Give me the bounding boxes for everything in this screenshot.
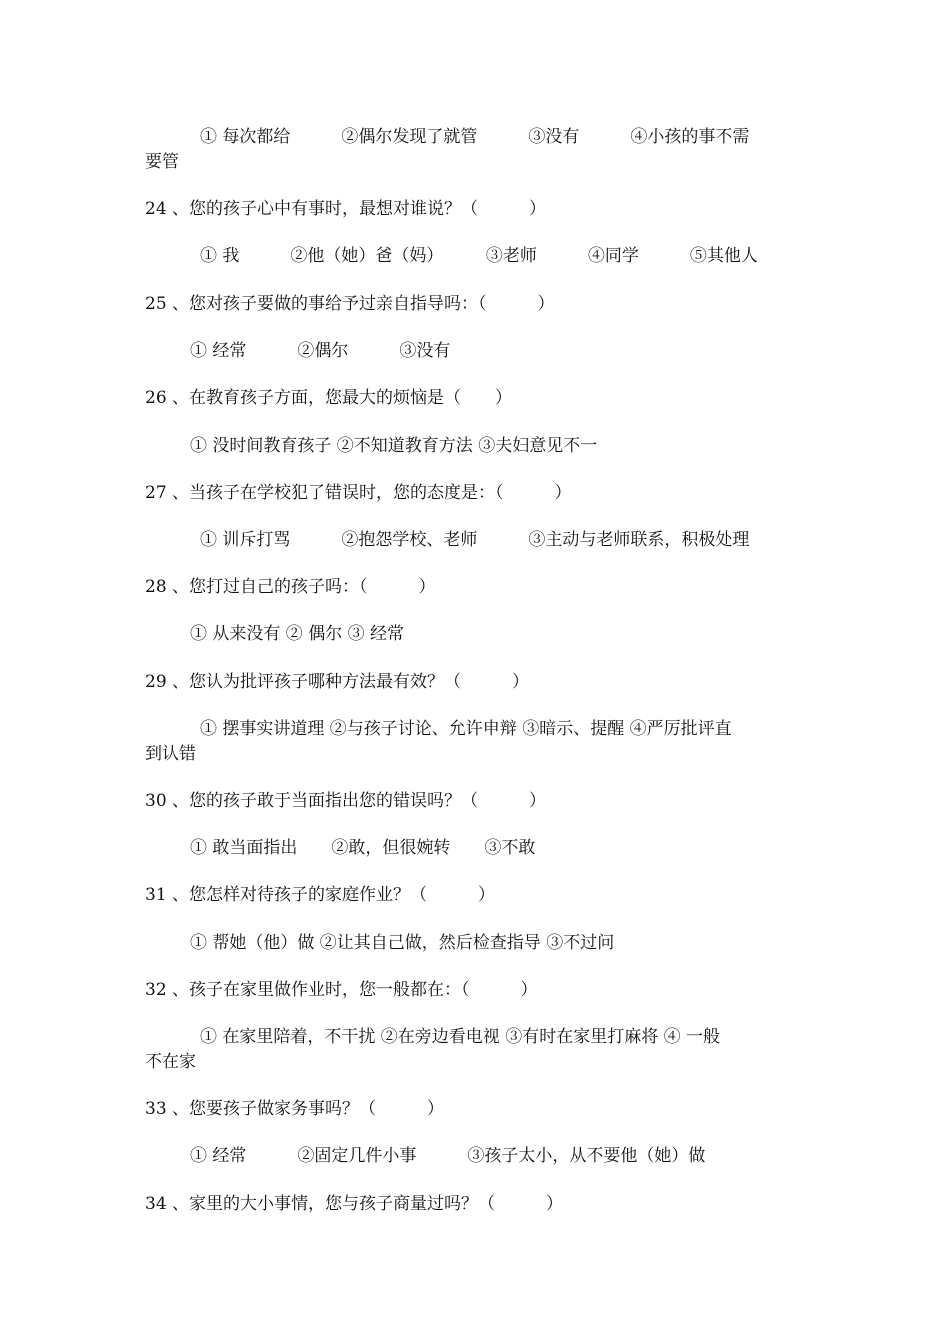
question-33: 33 、您要孩子做家务事吗？（ ） — [145, 1099, 445, 1119]
q33-options: ① 经常 ②固定几件小事 ③孩子太小，从不要他（她）做 — [190, 1146, 706, 1166]
question-34: 34 、家里的大小事情，您与孩子商量过吗？（ ） — [145, 1194, 564, 1214]
q31-options: ① 帮她（他）做 ②让其自己做，然后检查指导 ③不过问 — [190, 933, 615, 953]
q29-options-continued: 到认错 — [145, 744, 196, 764]
q32-options-continued: 不在家 — [145, 1052, 196, 1072]
question-27: 27 、当孩子在学校犯了错误时，您的态度是：（ ） — [145, 483, 572, 503]
q26-options: ① 没时间教育孩子 ②不知道教育方法 ③夫妇意见不一 — [190, 436, 598, 456]
question-32: 32 、孩子在家里做作业时，您一般都在：（ ） — [145, 980, 538, 1000]
q30-options: ① 敢当面指出 ②敢，但很婉转 ③不敢 — [190, 838, 536, 858]
q28-options: ① 从来没有 ② 偶尔 ③ 经常 — [190, 624, 405, 644]
question-28: 28 、您打过自己的孩子吗：（ ） — [145, 577, 436, 597]
question-24: 24 、您的孩子心中有事时，最想对谁说？（ ） — [145, 199, 547, 219]
q32-options: ① 在家里陪着，不干扰 ②在旁边看电视 ③有时在家里打麻将 ④ 一般 — [200, 1027, 721, 1047]
q25-options: ① 经常 ②偶尔 ③没有 — [190, 341, 451, 361]
question-29: 29 、您认为批评孩子哪种方法最有效？（ ） — [145, 672, 530, 692]
question-26: 26 、在教育孩子方面，您最大的烦恼是（ ） — [145, 388, 513, 408]
q24-options: ① 我 ②他（她）爸（妈） ③老师 ④同学 ⑤其他人 — [200, 246, 758, 266]
q23-options-continued: 要管 — [145, 152, 179, 172]
q23-options: ① 每次都给 ②偶尔发现了就管 ③没有 ④小孩的事不需 — [200, 127, 750, 147]
q29-options: ① 摆事实讲道理 ②与孩子讨论、允许申辩 ③暗示、提醒 ④严厉批评直 — [200, 719, 732, 739]
q27-options: ① 训斥打骂 ②抱怨学校、老师 ③主动与老师联系，积极处理 — [200, 530, 750, 550]
question-30: 30 、您的孩子敢于当面指出您的错误吗？（ ） — [145, 791, 547, 811]
question-31: 31 、您怎样对待孩子的家庭作业？（ ） — [145, 885, 496, 905]
question-25: 25 、您对孩子要做的事给予过亲自指导吗：（ ） — [145, 294, 555, 314]
